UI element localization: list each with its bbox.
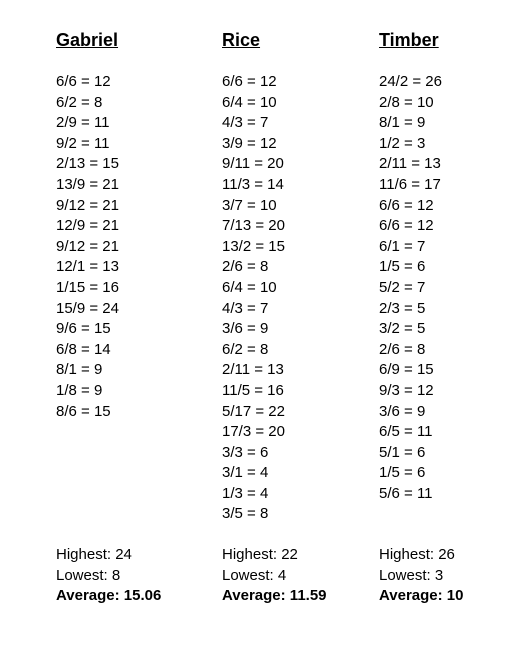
list-item: 4/3 = 7 [222, 114, 269, 132]
list-item: 12/9 = 21 [56, 217, 119, 235]
list-item: 5/6 = 11 [379, 484, 433, 502]
list-item: 2/11 = 13 [379, 155, 441, 173]
list-item: 9/6 = 15 [56, 320, 111, 338]
list-item: 24/2 = 26 [379, 73, 442, 90]
stat-highest: Highest: 22 [222, 546, 298, 563]
stats-rice [222, 545, 372, 607]
list-item: 8/6 = 15 [56, 402, 111, 420]
list-item: 1/5 = 6 [379, 258, 426, 276]
list-item: 1/3 = 4 [222, 484, 269, 502]
stat-average: Average: 10 [379, 587, 464, 605]
list-item: 2/6 = 8 [222, 258, 269, 276]
list-item: 17/3 = 20 [222, 423, 285, 441]
stat-lowest: Lowest: 3 [379, 566, 444, 584]
stat-highest: Highest: 26 [379, 546, 455, 563]
list-item: 6/6 = 12 [379, 196, 434, 214]
list-item: 6/6 = 12 [56, 73, 111, 90]
list-item: 2/8 = 10 [379, 93, 434, 111]
list-item: 3/7 = 10 [222, 196, 277, 214]
entry-list [379, 72, 529, 504]
list-item: 2/13 = 15 [56, 155, 119, 173]
column-title: Rice [222, 30, 261, 50]
list-item: 3/5 = 8 [222, 505, 269, 523]
list-item: 3/2 = 5 [379, 320, 426, 338]
stats-gabriel [56, 545, 206, 607]
list-item: 8/1 = 9 [56, 361, 103, 379]
entry-list [56, 72, 206, 422]
list-item: 12/1 = 13 [56, 258, 119, 276]
list-item: 7/13 = 20 [222, 217, 285, 235]
list-item: 6/9 = 15 [379, 361, 434, 379]
list-item: 6/4 = 10 [222, 278, 277, 296]
list-item: 9/2 = 11 [56, 134, 110, 152]
list-item: 15/9 = 24 [56, 299, 119, 317]
list-item: 9/11 = 20 [222, 155, 284, 173]
list-item: 3/6 = 9 [379, 402, 426, 420]
list-item: 4/3 = 7 [222, 299, 269, 317]
list-item: 6/8 = 14 [56, 340, 111, 358]
list-item: 6/2 = 8 [56, 93, 103, 111]
list-item: 13/9 = 21 [56, 175, 119, 193]
column-timber [379, 28, 529, 504]
list-item: 1/8 = 9 [56, 381, 103, 399]
list-item: 9/12 = 21 [56, 237, 119, 255]
list-item: 9/12 = 21 [56, 196, 119, 214]
list-item: 3/6 = 9 [222, 320, 269, 338]
list-item: 2/9 = 11 [56, 114, 110, 132]
list-item: 5/2 = 7 [379, 278, 426, 296]
list-item: 8/1 = 9 [379, 114, 426, 132]
list-item: 2/11 = 13 [222, 361, 284, 379]
stat-average: Average: 11.59 [222, 587, 327, 605]
list-item: 6/6 = 12 [222, 73, 277, 90]
stats-timber [379, 545, 529, 607]
list-item: 6/6 = 12 [379, 217, 434, 235]
list-item: 6/1 = 7 [379, 237, 426, 255]
list-item: 13/2 = 15 [222, 237, 285, 255]
list-item: 6/2 = 8 [222, 340, 269, 358]
list-item: 5/17 = 22 [222, 402, 285, 420]
stat-average: Average: 15.06 [56, 587, 162, 605]
list-item: 1/15 = 16 [56, 278, 119, 296]
list-item: 3/9 = 12 [222, 134, 277, 152]
column-gabriel [56, 28, 206, 422]
list-item: 11/3 = 14 [222, 175, 284, 193]
list-item: 11/6 = 17 [379, 175, 441, 193]
list-item: 2/6 = 8 [379, 340, 426, 358]
column-title: Gabriel [56, 30, 119, 50]
stat-lowest: Lowest: 4 [222, 566, 287, 584]
stat-highest: Highest: 24 [56, 546, 132, 563]
list-item: 6/4 = 10 [222, 93, 277, 111]
list-item: 11/5 = 16 [222, 381, 284, 399]
list-item: 2/3 = 5 [379, 299, 426, 317]
stat-lowest: Lowest: 8 [56, 566, 121, 584]
column-rice [222, 28, 372, 525]
list-item: 3/1 = 4 [222, 464, 269, 482]
list-item: 5/1 = 6 [379, 443, 426, 461]
list-item: 1/5 = 6 [379, 464, 426, 482]
list-item: 9/3 = 12 [379, 381, 434, 399]
list-item: 6/5 = 11 [379, 423, 433, 441]
column-title: Timber [379, 30, 439, 50]
entry-list [222, 72, 372, 525]
list-item: 1/2 = 3 [379, 134, 426, 152]
list-item: 3/3 = 6 [222, 443, 269, 461]
